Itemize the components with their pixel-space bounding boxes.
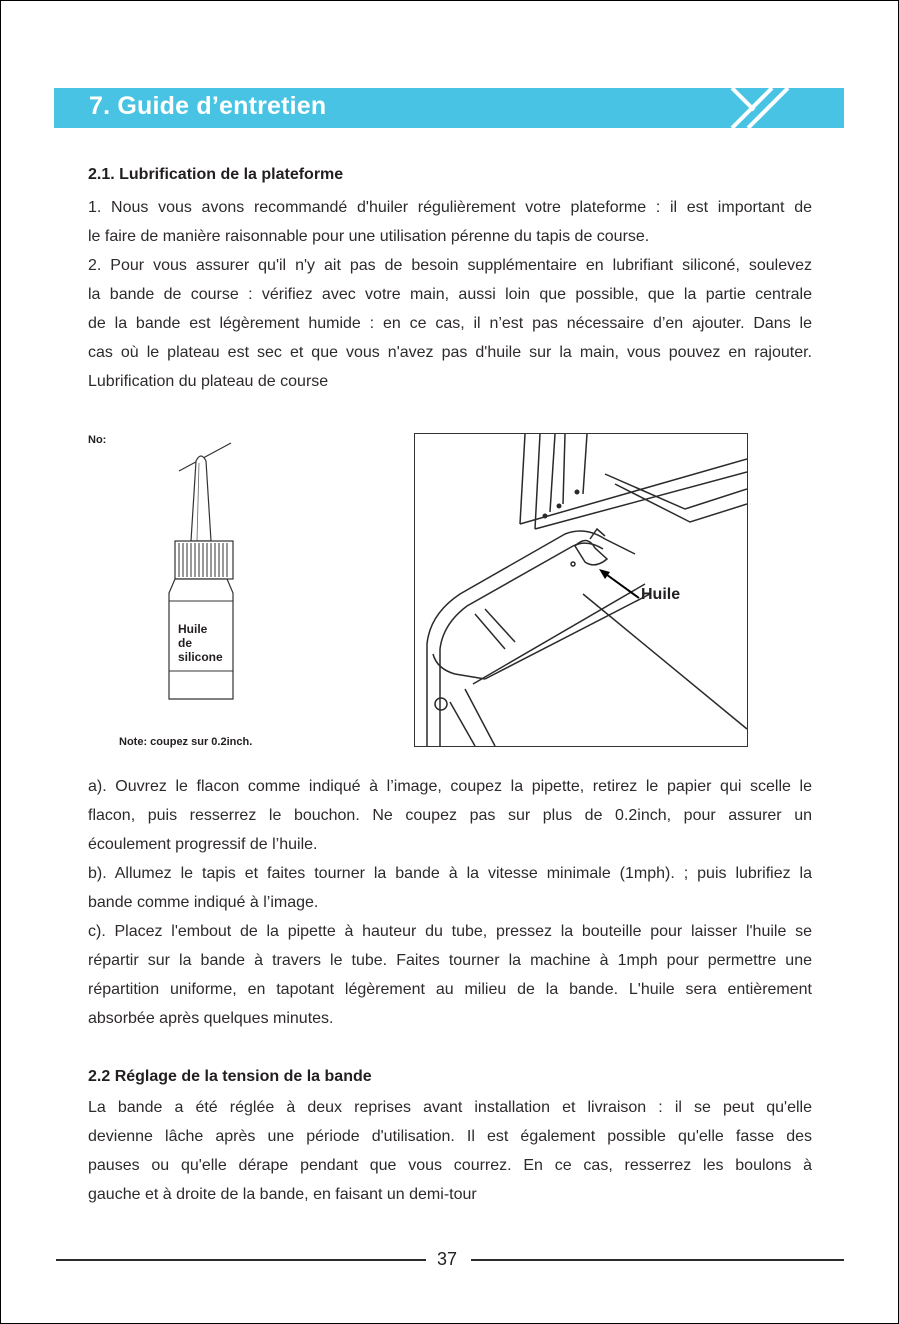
footer-rule-right — [471, 1259, 844, 1261]
text-line: pauses ou qu'elle dérape pendant que vous courrez. En ce cas, resserrez les boulons à — [88, 1157, 812, 1174]
text-line: absorbée après quelques minutes. — [88, 1010, 334, 1027]
text-line: c). Placez l'embout de la pipette à hauteur du tube, pressez la bouteille pour laisser l'huile se — [88, 923, 812, 940]
text-line: 1. Nous vous avons recommandé d'huiler régulièrement votre plateforme : il est important de — [88, 199, 812, 216]
section-header-band — [54, 88, 844, 128]
text-line: gauche et à droite de la bande, en faisant un demi-tour — [88, 1186, 477, 1203]
silicone-oil-bottle-illustration — [161, 441, 241, 706]
text-line: écoulement progressif de l’huile. — [88, 836, 318, 853]
instruction-steps — [88, 772, 812, 1033]
text-line: 2. Pour vous assurer qu'il n'y ait pas de besoin supplémentaire en lubrifiant siliconé, soulevez — [88, 257, 812, 274]
lubrication-text — [88, 193, 812, 396]
treadmill-drawing — [415, 434, 747, 746]
bottle-label-line: Huile — [178, 622, 208, 636]
text-line: cas où le plateau est sec et que vous n'avez pas d'huile sur la main, vous pouvez en rajouter. — [88, 344, 812, 361]
text-line: b). Allumez le tapis et faites tourner la bande à la vitesse minimale (1mph). ; puis lubrifiez la — [88, 865, 812, 882]
page-number: 37 — [437, 1249, 458, 1269]
figure-no-label: No: — [88, 434, 107, 446]
belt-tension-heading: 2.2 Réglage de la tension de la bande — [88, 1068, 372, 1085]
bottle-label-line: de — [178, 636, 193, 650]
treadmill-lubrication-illustration — [414, 433, 748, 747]
cut-note: Note: coupez sur 0.2inch. — [119, 736, 253, 748]
footer-rule-left — [56, 1259, 426, 1261]
text-line: de la bande est légèrement humide : en ce cas, il n’est pas nécessaire d’en ajouter. Dans le — [88, 315, 812, 332]
text-line: flacon, puis resserrez le bouchon. Ne coupez pas sur plus de 0.2inch, pour assurer un — [88, 807, 812, 824]
text-line: répartir sur la bande à travers le tube. Faites tourner la machine à 1mph pour permettre une — [88, 952, 812, 969]
text-line: le faire de manière raisonnable pour une utilisation pérenne du tapis de course. — [88, 228, 650, 245]
bottle-label-line: silicone — [178, 650, 223, 664]
section-title: 7. Guide d’entretien — [89, 92, 327, 120]
text-line: devienne lâche après une période d'utilisation. Il est également possible qu'elle fasse des — [88, 1128, 812, 1145]
text-line: a). Ouvrez le flacon comme indiqué à l’image, coupez la pipette, retirez le papier qui scelle le — [88, 778, 812, 795]
text-line: bande comme indiqué à l’image. — [88, 894, 319, 911]
text-line: la bande de course : vérifiez avec votre main, aussi loin que possible, que la partie centrale — [88, 286, 812, 303]
x-mark-decoration — [714, 88, 844, 128]
belt-tension-text — [88, 1093, 812, 1209]
lubrication-heading: 2.1. Lubrification de la plateforme — [88, 166, 344, 183]
text-line: Lubrification du plateau de course — [88, 373, 329, 390]
text-line: répartition uniforme, en tapotant légèrement au milieu de la bande. L'huile sera entièrement — [88, 981, 812, 998]
text-line: La bande a été réglée à deux reprises avant installation et livraison : il se peut qu'elle — [88, 1099, 812, 1116]
huile-callout-label: Huile — [641, 586, 681, 603]
bottle-label — [178, 622, 223, 664]
